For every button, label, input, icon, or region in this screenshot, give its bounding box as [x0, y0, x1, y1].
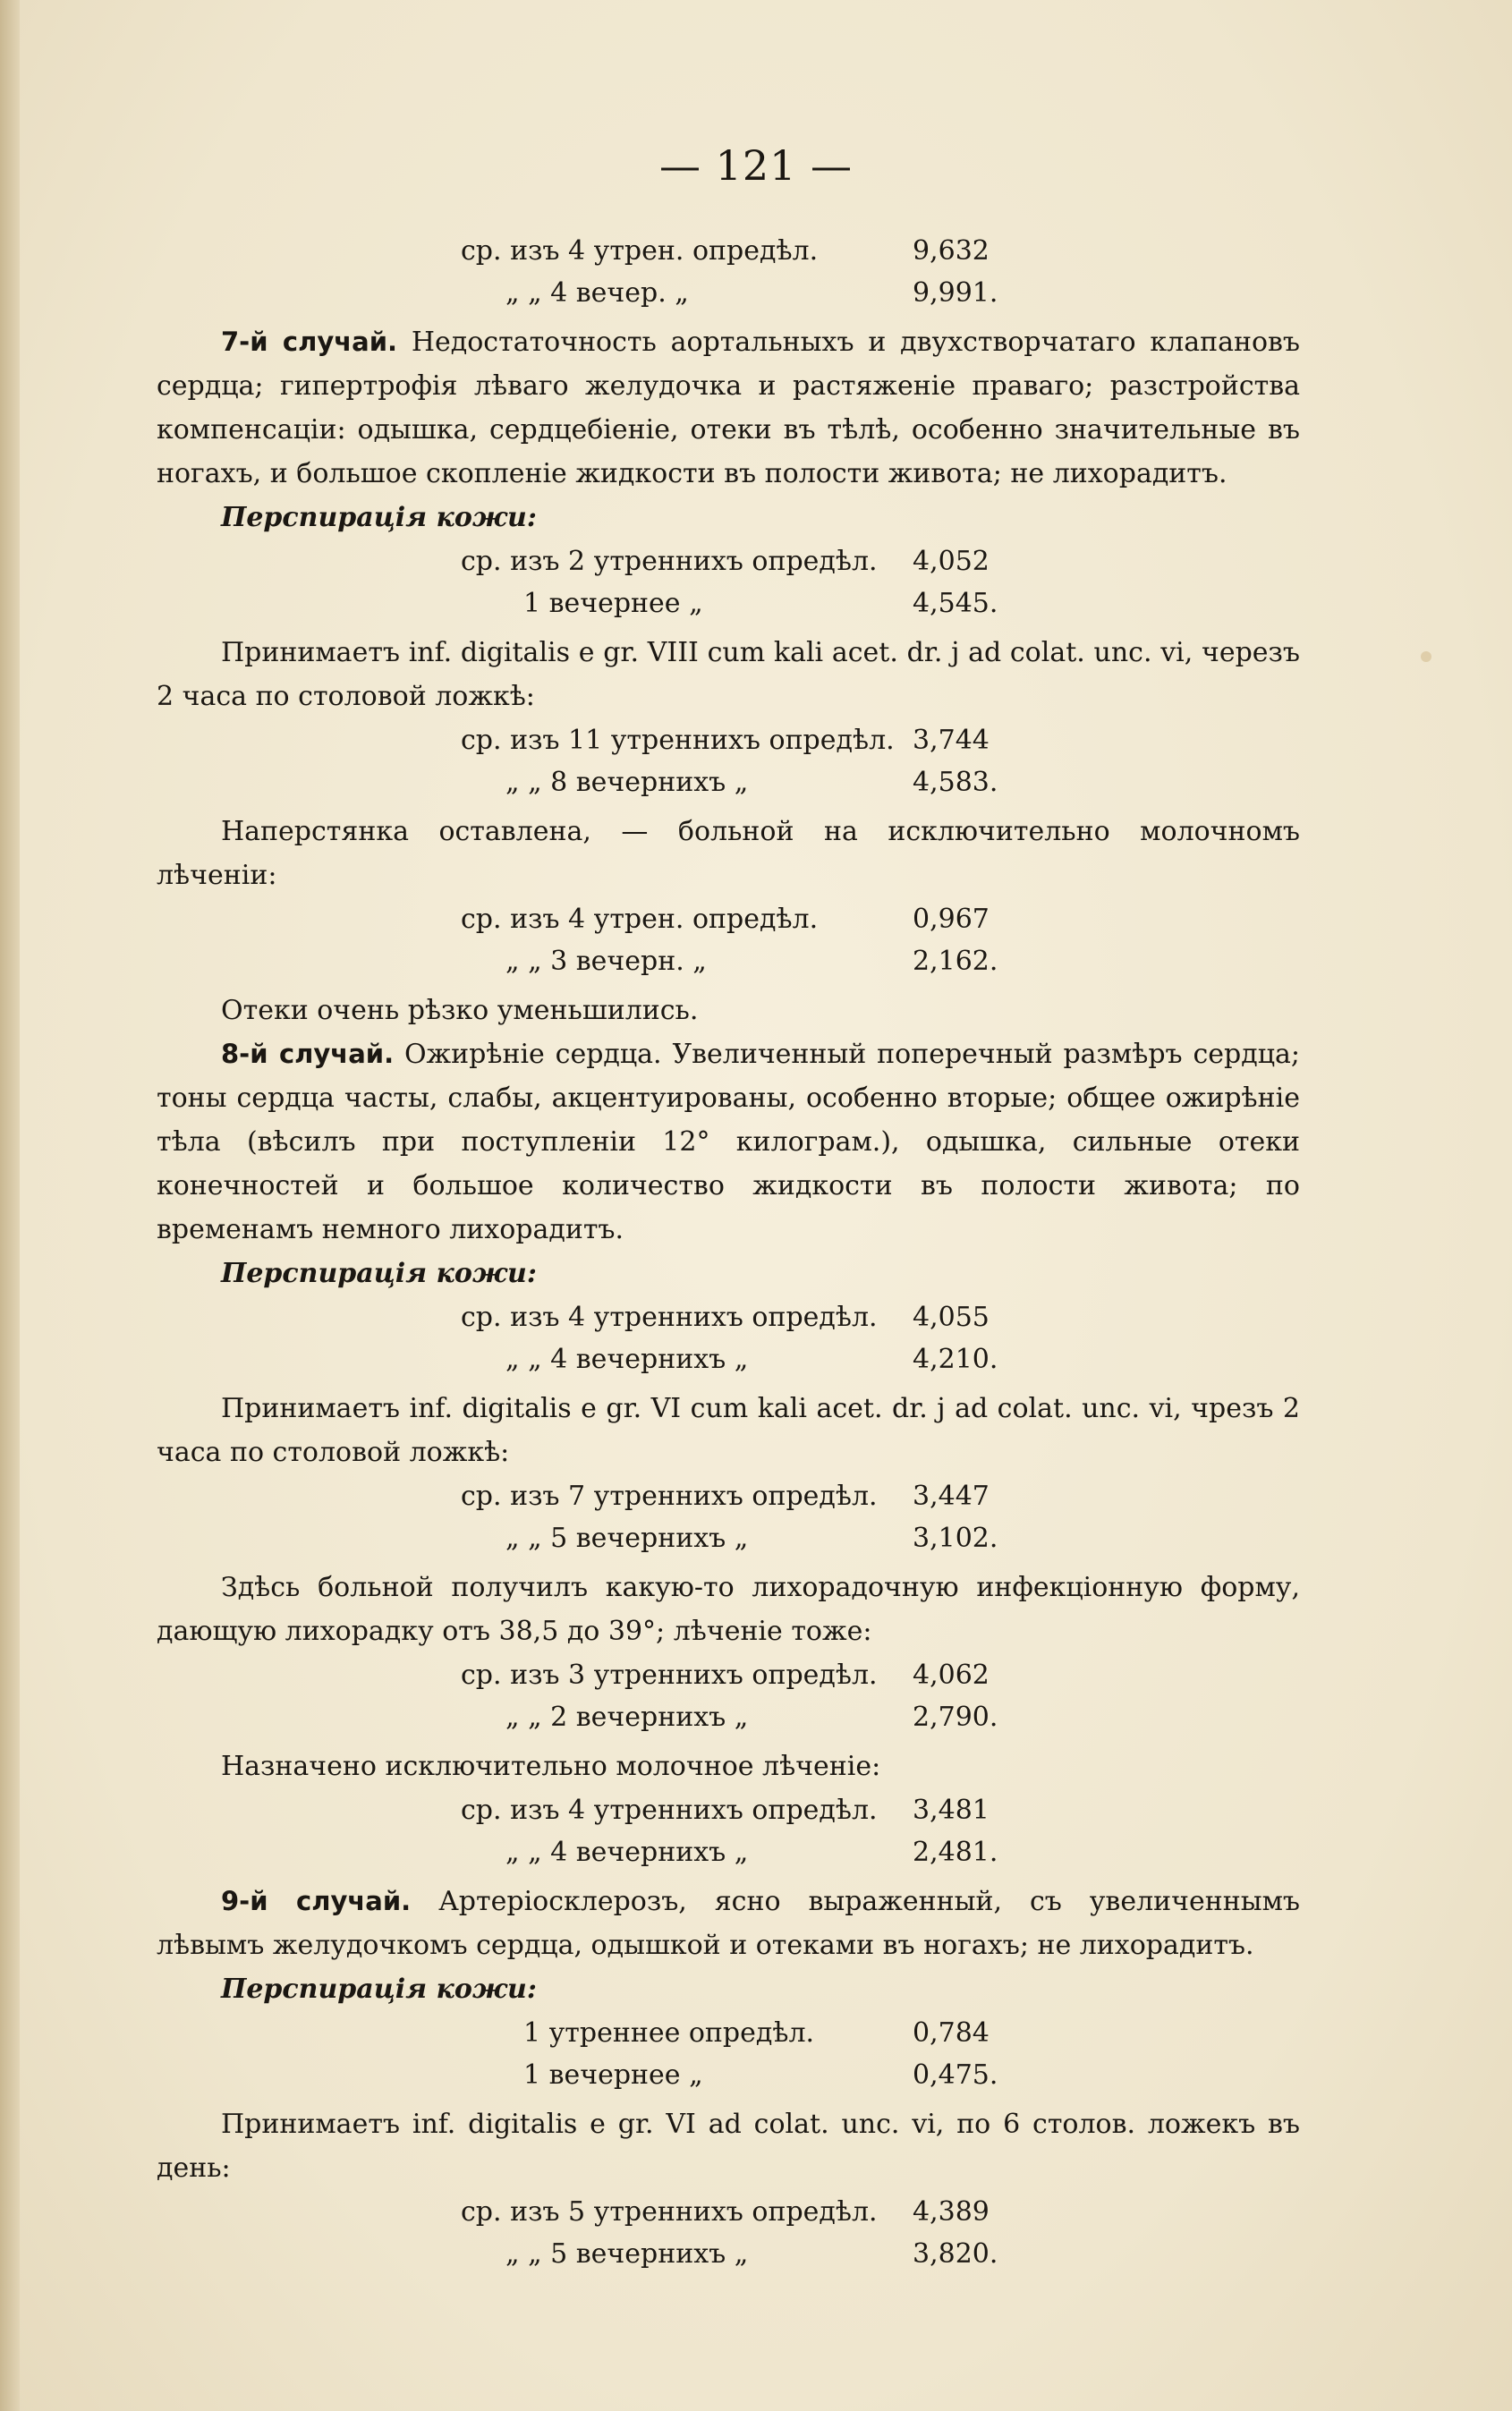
measurement-row: [157, 229, 1300, 271]
measurement-label: „ „ 3 вечерн. „: [505, 946, 707, 977]
case-heading: 9-й случай.: [221, 1886, 412, 1916]
measurement-label: „ „ 4 вечернихъ „: [505, 1344, 749, 1375]
paragraph-text: Здѣсь больной получилъ какую-то лихорадочную инфекціонную форму, дающую лихорадку отъ 38,5 до 39°; лѣченіе тоже:: [157, 1572, 1300, 1647]
book-spine-shadow: [0, 0, 20, 2411]
measurement-row: [157, 1788, 1300, 1830]
paragraph: [157, 631, 1300, 718]
measurement-value: 4,052: [913, 546, 990, 577]
measurement-label: 1 утреннее опредѣл.: [523, 2017, 815, 2049]
paragraph-text: Наперстянка оставлена, — больной на исключительно молочномъ лѣченіи:: [157, 816, 1300, 891]
measurement-row: [157, 582, 1300, 624]
spacer: [157, 313, 1300, 320]
paragraph: [157, 2102, 1300, 2190]
section-subheading: Перспирація кожи:: [221, 1974, 537, 2005]
measurement-row: [157, 2011, 1300, 2053]
case-heading: 7-й случай.: [221, 327, 398, 357]
measurement-label: „ „ 8 вечернихъ „: [505, 767, 749, 798]
measurement-group: [157, 897, 1300, 981]
paragraph-text: Артеріосклерозъ, ясно выраженный, съ увеличеннымъ лѣвымъ желудочкомъ сердца, одышкой и отеками въ ногахъ; не лихорадитъ.: [157, 1886, 1301, 1961]
paragraph-text: Назначено исключительно молочное лѣченіе:: [221, 1751, 881, 1782]
spacer: [157, 2095, 1300, 2102]
measurement-value: 3,481: [913, 1795, 990, 1826]
paragraph: [157, 320, 1300, 496]
measurement-group: [157, 229, 1300, 313]
measurement-label: ср. изъ 4 утрен. опредѣл.: [461, 904, 819, 935]
paper-stain: [1421, 651, 1431, 662]
paragraph-text: Принимаетъ inf. digitalis e gr. VI ad colat. unc. vi, по 6 столов. ложекъ въ день:: [157, 2109, 1300, 2184]
measurement-group: [157, 718, 1300, 802]
measurement-row: [157, 760, 1300, 802]
measurement-value: 4,389: [913, 2196, 990, 2228]
measurement-group: [157, 1474, 1300, 1558]
measurement-label: „ „ 5 вечернихъ „: [505, 2238, 749, 2270]
measurement-label: ср. изъ 5 утреннихъ опредѣл.: [461, 2196, 878, 2228]
section-subheading: Перспирація кожи:: [221, 1258, 537, 1289]
measurement-value: 0,967: [913, 904, 990, 935]
page-body: [157, 229, 1300, 2281]
measurement-label: 1 вечернее „: [523, 2059, 703, 2091]
measurement-value: 4,583.: [913, 767, 998, 798]
measurement-value: 3,744: [913, 725, 990, 756]
paragraph-text: Принимаетъ inf. digitalis e gr. VIII cum kali acet. dr. j ad colat. unc. vi, черезъ 2 часа по столовой ложкѣ:: [157, 637, 1300, 712]
measurement-value: 4,545.: [913, 588, 998, 619]
paragraph-text: Отеки очень рѣзко уменьшились.: [221, 995, 699, 1026]
paragraph: [157, 1745, 1300, 1788]
measurement-value: 4,055: [913, 1302, 990, 1333]
paragraph: [157, 810, 1300, 897]
measurement-label: ср. изъ 11 утреннихъ опредѣл.: [461, 725, 895, 756]
measurement-value: 9,991.: [913, 277, 998, 309]
measurement-group: [157, 539, 1300, 624]
measurement-group: [157, 1788, 1300, 1872]
measurement-label: 1 вечернее „: [523, 588, 703, 619]
paragraph: [157, 1566, 1300, 1653]
measurement-value: 4,210.: [913, 1344, 998, 1375]
measurement-value: 9,632: [913, 235, 990, 267]
measurement-label: ср. изъ 2 утреннихъ опредѣл.: [461, 546, 878, 577]
measurement-row: [157, 1295, 1300, 1337]
measurement-label: „ „ 4 вечернихъ „: [505, 1837, 749, 1868]
measurement-label: ср. изъ 7 утреннихъ опредѣл.: [461, 1481, 878, 1512]
paragraph-text: Ожирѣніе сердца. Увеличенный поперечный размѣръ сердца; тоны сердца часты, слабы, акцентуированы, особенно вторые; общее ожирѣніе тѣла (вѣсилъ при поступленіи 12° килограм.), одышка, сильные отеки конечностей и большое количество жидкости въ полости живота; по временамъ немного лихорадитъ.: [157, 1039, 1301, 1245]
measurement-value: 3,102.: [913, 1523, 998, 1554]
measurement-row: [157, 1653, 1300, 1695]
measurement-group: [157, 1295, 1300, 1380]
paragraph: [157, 989, 1300, 1032]
measurement-row: [157, 1830, 1300, 1872]
measurement-value: 0,475.: [913, 2059, 998, 2091]
measurement-value: 2,162.: [913, 946, 998, 977]
spacer: [157, 981, 1300, 989]
section-subheading: Перспирація кожи:: [221, 502, 537, 533]
measurement-label: ср. изъ 4 утреннихъ опредѣл.: [461, 1795, 878, 1826]
measurement-label: „ „ 5 вечернихъ „: [505, 1523, 749, 1554]
measurement-row: [157, 718, 1300, 760]
measurement-row: [157, 271, 1300, 313]
page-number: — 121 —: [658, 141, 854, 190]
paragraph-text: Недостаточность аортальныхъ и двухстворчатаго клапановъ сердца; гипертрофія лѣваго желудочка и растяженіе праваго; разстройства компенсаціи: одышка, сердцебіеніе, отеки въ тѣлѣ, особенно значительные въ ногахъ, и большое скопленіе жидкости въ полости живота; не лихорадитъ.: [157, 327, 1301, 489]
measurement-value: 4,062: [913, 1660, 990, 1691]
measurement-label: ср. изъ 4 утреннихъ опредѣл.: [461, 1302, 878, 1333]
measurement-row: [157, 539, 1300, 582]
paragraph-text: Принимаетъ inf. digitalis e gr. VI cum kali acet. dr. j ad colat. unc. vi, чрезъ 2 часа по столовой ложкѣ:: [157, 1393, 1300, 1468]
measurement-row: [157, 2190, 1300, 2232]
measurement-group: [157, 1653, 1300, 1737]
measurement-group: [157, 2011, 1300, 2095]
measurement-value: 0,784: [913, 2017, 990, 2049]
measurement-row: [157, 1474, 1300, 1516]
measurement-label: „ „ 2 вечернихъ „: [505, 1702, 749, 1733]
paragraph: [157, 1880, 1300, 1967]
measurement-row: [157, 2053, 1300, 2095]
measurement-row: [157, 939, 1300, 981]
measurement-value: 2,790.: [913, 1702, 998, 1733]
measurement-row: [157, 1337, 1300, 1380]
measurement-label: ср. изъ 4 утрен. опредѣл.: [461, 235, 819, 267]
paragraph: [157, 1387, 1300, 1474]
measurement-value: 3,447: [913, 1481, 990, 1512]
measurement-value: 3,820.: [913, 2238, 998, 2270]
measurement-label: „ „ 4 вечер. „: [505, 277, 689, 309]
measurement-value: 2,481.: [913, 1837, 998, 1868]
measurement-group: [157, 2190, 1300, 2274]
spacer: [157, 624, 1300, 631]
paragraph: [157, 1032, 1300, 1252]
measurement-row: [157, 1516, 1300, 1558]
measurement-label: ср. изъ 3 утреннихъ опредѣл.: [461, 1660, 878, 1691]
measurement-row: [157, 897, 1300, 939]
measurement-row: [157, 1695, 1300, 1737]
measurement-row: [157, 2232, 1300, 2274]
case-heading: 8-й случай.: [221, 1039, 395, 1069]
